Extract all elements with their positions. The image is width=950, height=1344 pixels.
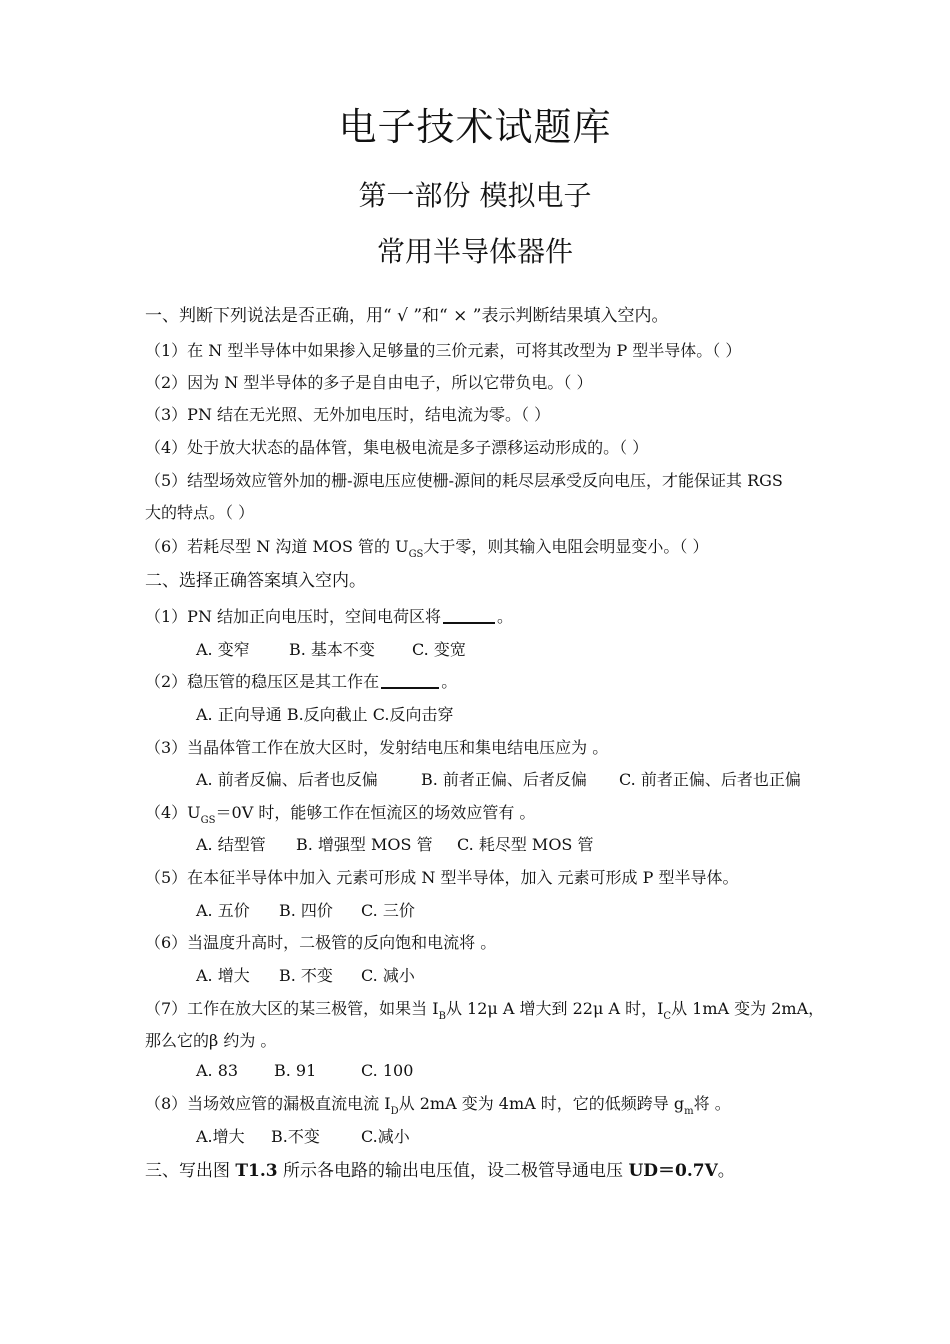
s2-question-8 — [145, 1091, 731, 1117]
s2-q1-option-c: C. 变宽 — [412, 640, 466, 659]
s2-q7-sub-b: B — [438, 1011, 446, 1022]
s2-q7-sub-c: C — [663, 1011, 672, 1022]
s2-q4-text-b: ＝0V 时，能够工作在恒流区的场效应管有 。 — [215, 803, 536, 822]
s2-q3-option-a: A. 前者反偏、后者也反偏 — [196, 770, 378, 789]
s2-q3-option-b: B. 前者正偏、后者反偏 — [421, 770, 587, 789]
s3-text-c: 所示各电路的输出电压值，设二极管导通电压 — [277, 1161, 629, 1181]
s2-question-2 — [145, 669, 457, 692]
s2-q4-sub: GS — [200, 815, 216, 826]
s2-q1-option-b: B. 基本不变 — [289, 640, 375, 659]
s3-voltage: UD＝0.7V — [628, 1161, 718, 1181]
s2-question-1 — [145, 604, 513, 627]
s3-text-e: 。 — [717, 1161, 735, 1181]
s2-q8-sub-m: m — [684, 1106, 694, 1117]
s2-q2-text: （2）稳压管的稳压区是其工作在 — [145, 672, 380, 691]
s3-figure-ref: T1.3 — [235, 1161, 278, 1181]
s2-q6-option-b: B. 不变 — [279, 966, 333, 985]
s2-q8-option-b: B.不变 — [271, 1127, 320, 1146]
s1-question-2: （2）因为 N 型半导体的多子是自由电子，所以它带负电。（ ） — [145, 373, 593, 392]
s1-q6-text-b: 大于零，则其输入电阻会明显变小。（ ） — [423, 537, 709, 556]
s1-question-6 — [145, 534, 709, 560]
s2-q7-text-b: 从 12μ A 增大到 22μ A 时，I — [445, 999, 664, 1018]
s2-q8-option-c: C.减小 — [361, 1127, 410, 1146]
s2-question-7-line2: 那么它的β 约为 。 — [145, 1031, 277, 1050]
s2-q6-option-a: A. 增大 — [196, 966, 250, 985]
section-1-heading: 一、判断下列说法是否正确，用“ √ ”和“ × ”表示判断结果填入空内。 — [145, 306, 669, 326]
s2-q7-option-a: A. 83 — [196, 1061, 239, 1080]
s1-q6-sub: GS — [408, 549, 424, 560]
s2-q7-text-c: 从 1mA 变为 2mA， — [671, 999, 825, 1018]
s2-q8-sub-d: D — [390, 1106, 399, 1117]
s2-q8-option-a: A.增大 — [196, 1127, 245, 1146]
s2-q5-option-a: A. 五价 — [196, 901, 250, 920]
s1-question-3: （3）PN 结在无光照、无外加电压时，结电流为零。（ ） — [145, 405, 551, 424]
s2-question-5: （5）在本征半导体中加入 元素可形成 N 型半导体，加入 元素可形成 P 型半导体。 — [145, 868, 739, 887]
s2-q8-text-b: 从 2mA 变为 4mA 时，它的低频跨导 g — [398, 1094, 685, 1113]
s2-question-6: （6）当温度升高时，二极管的反向饱和电流将 。 — [145, 933, 497, 952]
s2-q1-end: 。 — [497, 607, 514, 626]
section-2-heading: 二、选择正确答案填入空内。 — [145, 571, 366, 591]
s2-q1-option-a: A. 变窄 — [196, 640, 250, 659]
s2-q8-text-a: （8）当场效应管的漏极直流电流 I — [145, 1094, 391, 1113]
s2-q1-text: （1）PN 结加正向电压时，空间电荷区将 — [145, 607, 442, 626]
s2-q7-option-c: C. 100 — [361, 1061, 414, 1080]
s2-question-3: （3）当晶体管工作在放大区时，发射结电压和集电结电压应为 。 — [145, 738, 609, 757]
document-title: 电子技术试题库 — [338, 105, 612, 149]
chapter-title: 常用半导体器件 — [376, 235, 573, 268]
answer-blank[interactable] — [381, 673, 439, 689]
s2-q3-option-c: C. 前者正偏、后者也正偏 — [619, 770, 801, 789]
s2-q4-text-a: （4）U — [145, 803, 201, 822]
s2-q4-option-b: B. 增强型 MOS 管 — [296, 835, 433, 854]
s2-q4-option-a: A. 结型管 — [196, 835, 266, 854]
s2-q5-option-b: B. 四价 — [279, 901, 333, 920]
s2-q8-text-c: 将 。 — [693, 1094, 731, 1113]
s2-q5-option-c: C. 三价 — [361, 901, 415, 920]
s2-q7-text-a: （7）工作在放大区的某三极管，如果当 I — [145, 999, 439, 1018]
s1-q6-text-a: （6）若耗尽型 N 沟道 MOS 管的 U — [145, 537, 409, 556]
s1-question-5-line2: 大的特点。（ ） — [145, 503, 255, 522]
answer-blank[interactable] — [443, 608, 495, 624]
s1-question-5-line1: （5）结型场效应管外加的栅-源电压应使栅-源间的耗尽层承受反向电压，才能保证其 RGS — [145, 471, 783, 490]
s1-question-1: （1）在 N 型半导体中如果掺入足够量的三价元素，可将其改型为 P 型半导体。（ ） — [145, 341, 742, 360]
s2-q6-option-c: C. 减小 — [361, 966, 415, 985]
s1-question-4: （4）处于放大状态的晶体管，集电极电流是多子漂移运动形成的。（ ） — [145, 438, 649, 457]
section-3-heading — [145, 1156, 735, 1181]
s2-question-7-line1 — [145, 996, 824, 1022]
s2-q4-option-c: C. 耗尽型 MOS 管 — [457, 835, 594, 854]
part-title: 第一部份 模拟电子 — [358, 179, 592, 212]
s2-q7-option-b: B. 91 — [274, 1061, 317, 1080]
s2-q2-end: 。 — [441, 672, 458, 691]
s2-q2-options: A. 正向导通 B.反向截止 C.反向击穿 — [196, 705, 454, 724]
s2-question-4 — [145, 800, 535, 826]
s3-text-a: 三、写出图 — [145, 1161, 236, 1181]
